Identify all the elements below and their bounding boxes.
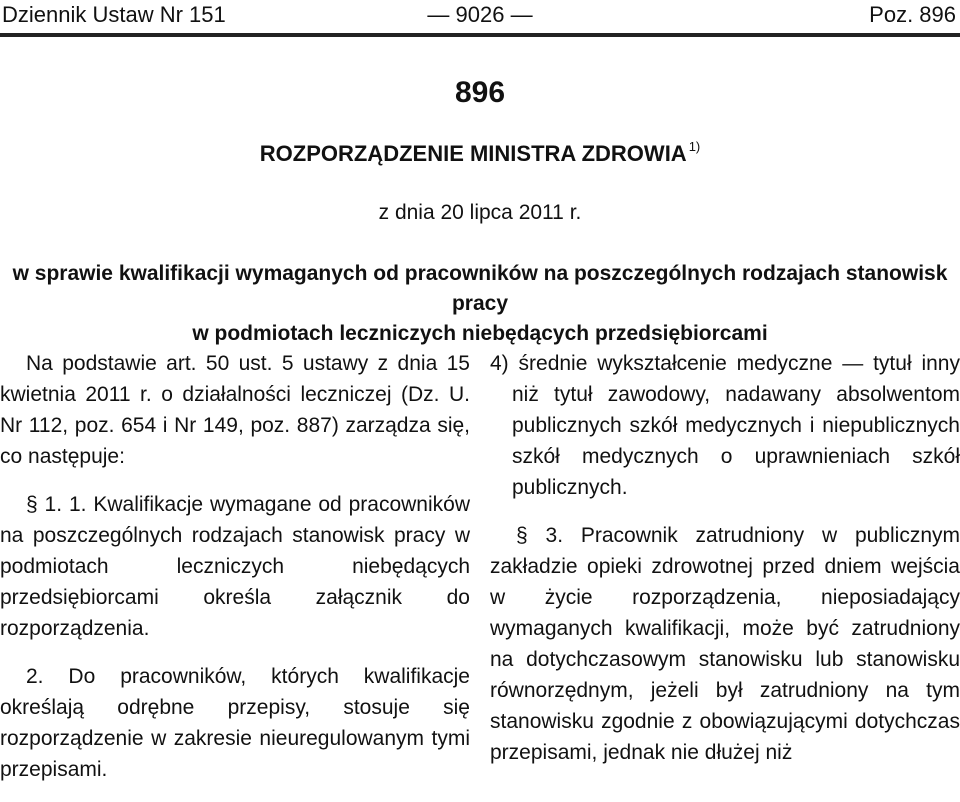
preamble-paragraph: Na podstawie art. 50 ust. 5 ustawy z dnia 15 kwietnia 2011 r. o działalności leczniczej (Dz. U. Nr 112, poz. 654 i Nr 149, poz. 887) zarządza się, co następuje: [0, 352, 470, 468]
act-subject-line-1: w sprawie kwalifikacji wymaganych od pracowników na poszczególnych rodzajach stanowisk pracy [12, 262, 948, 315]
journal-title: Dziennik Ustaw Nr 151 [2, 2, 226, 27]
right-column [490, 348, 960, 785]
left-column [0, 348, 470, 802]
act-date: z dnia 20 lipca 2011 r. [378, 201, 582, 224]
section-3-paragraph: § 3. Pracownik zatrudniony w publicznym zakładzie opieki zdrowotnej przed dniem wejścia w życie rozporządzenia, nieposiadający wymaganych kwalifikacji, może być zatrudniony na dotychczasowym stanowisku lub stanowisku równorzędnym, jeżeli był zatrudniony na tym stanowisku zgodnie z obowiązującymi dotychczas przepisami, jednak nie dłużej niż [490, 524, 960, 764]
section-1-paragraph-2: 2. Do pracowników, których kwalifikacje określają odrębne przepisy, stosuje się rozporządzenie w zakresie nieuregulowanym tymi przepisami. [0, 665, 470, 781]
act-subject [0, 259, 960, 349]
act-number: 896 [454, 76, 506, 109]
page-number: — 9026 — [427, 2, 533, 27]
section-1-paragraph-1: § 1. 1. Kwalifikacje wymagane od pracowników na poszczególnych rodzajach stanowisk pracy w podmiotach leczniczych niebędących przedsiębiorcami określa załącznik do rozporządzenia. [0, 493, 470, 640]
page-header [0, 0, 960, 36]
act-subject-line-2: w podmiotach leczniczych niebędących przedsiębiorcami [192, 322, 768, 345]
position-number: Poz. 896 [869, 2, 956, 27]
act-title [0, 141, 960, 167]
list-item-4: 4) średnie wykształcenie medyczne — tytuł inny niż tytuł zawodowy, nadawany absolwentom publicznych szkół medycznych i niepublicznych szkół medycznych o uprawnieniach szkół publicznych. [490, 352, 960, 499]
header-rule [0, 33, 960, 37]
footnote-marker: 1) [688, 139, 701, 154]
act-title-text: ROZPORZĄDZENIE MINISTRA ZDROWIA [259, 141, 687, 166]
